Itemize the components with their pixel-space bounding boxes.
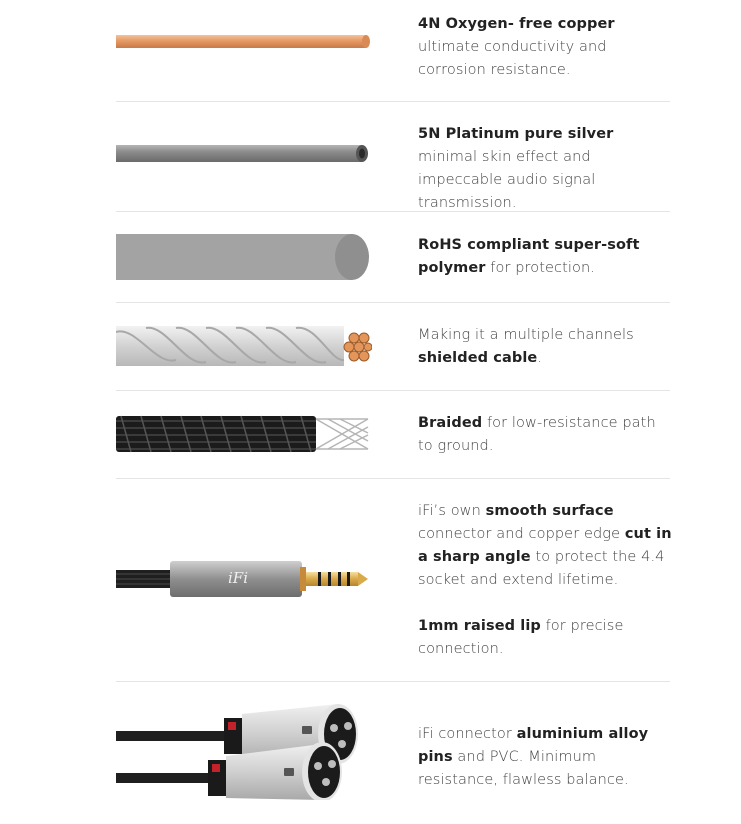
- feature-connector-text: iFi’s own smooth surface connector and copper edge cut in a sharp angle to protect the 4.4 socket and extend lifetime. 1mm raised lip for precise connection.: [418, 503, 672, 657]
- ifi-logo: iFi: [228, 569, 249, 587]
- feature-polymer-text: RoHS compliant super-soft polymer for protection.: [418, 237, 640, 276]
- divider: [116, 101, 670, 102]
- divider: [116, 302, 670, 303]
- feature-shield-text: Making it a multiple channels shielded cable.: [418, 327, 634, 366]
- shielded-cable-illustration: [116, 322, 372, 374]
- braided-cable-illustration: [116, 413, 372, 459]
- divider: [116, 211, 670, 212]
- polymer-insulation-illustration: [116, 232, 372, 286]
- feature-braid-text: Braided for low-resistance path to ground.: [418, 415, 656, 454]
- copper-wire-illustration: [116, 33, 372, 55]
- divider: [116, 681, 670, 682]
- feature-xlr-text: iFi connector aluminium alloy pins and PVC. Minimum resistance, flawless balance.: [418, 726, 649, 788]
- divider: [116, 390, 670, 391]
- divider: [116, 478, 670, 479]
- feature-silver-text: 5N Platinum pure silver minimal skin effect and impeccable audio signal transmission.: [418, 126, 614, 211]
- silver-wire-illustration: [116, 143, 372, 169]
- feature-copper-text: 4N Oxygen- free copper ultimate conductivity and corrosion resistance.: [418, 16, 615, 78]
- xlr-connectors-illustration: [116, 700, 372, 804]
